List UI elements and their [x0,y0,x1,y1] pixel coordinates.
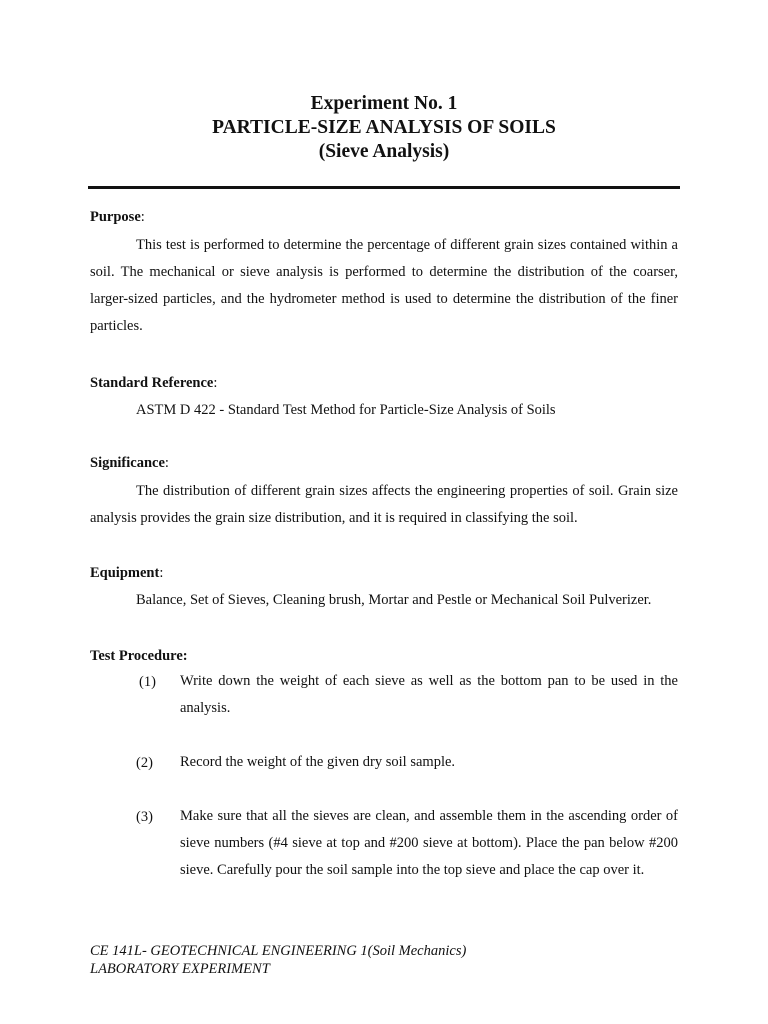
procedure-heading: Test Procedure: [90,648,188,664]
lab-line: LABORATORY EXPERIMENT [90,961,270,977]
page-footer [90,942,466,978]
standard-reference-text: ASTM D 422 - Standard Test Method for Particle-Size Analysis of Soils [136,402,556,418]
equipment-heading: Equipment: [90,565,164,581]
significance-text: The distribution of different grain sizes affects the engineering properties of soil. Grain size analysis provides the grain size distribution, and it is required in classifying the soil. [90,483,678,526]
experiment-subtitle: (Sieve Analysis) [318,141,450,162]
title-divider [88,186,680,189]
significance-paragraph [90,478,678,532]
step-text: Record the weight of the given dry soil sample. [180,754,456,770]
purpose-heading: Purpose: [90,209,145,225]
experiment-number: Experiment No. 1 [310,93,458,114]
step-number: (2) [136,755,153,771]
purpose-paragraph [90,232,678,340]
course-line: CE 141L- GEOTECHNICAL ENGINEERING 1(Soil Mechanics) [90,943,467,959]
step-text: Make sure that all the sieves are clean, and assemble them in the ascending order of sieve numbers (#4 sieve at top and #200 sieve at bottom). Place the pan below #200 sieve. Carefully pour the soil sample into the top sieve and place the cap over it. [180,808,678,878]
step-number: (1) [139,674,156,690]
equipment-text: Balance, Set of Sieves, Cleaning brush, Mortar and Pestle or Mechanical Soil Pulverizer. [136,592,652,608]
step-number: (3) [136,809,153,825]
significance-heading: Significance: [90,455,169,471]
title-block [0,92,768,164]
experiment-title: PARTICLE-SIZE ANALYSIS OF SOILS [212,117,556,138]
step-text: Write down the weight of each sieve as well as the bottom pan to be used in the analysis. [180,673,678,716]
standard-reference-heading: Standard Reference: [90,375,218,391]
purpose-text: This test is performed to determine the percentage of different grain sizes contained within a soil. The mechanical or sieve analysis is performed to determine the distribution of the coarser, larger-sized particles, and the hydrometer method is used to determine the distribution of the finer particles. [90,237,678,334]
